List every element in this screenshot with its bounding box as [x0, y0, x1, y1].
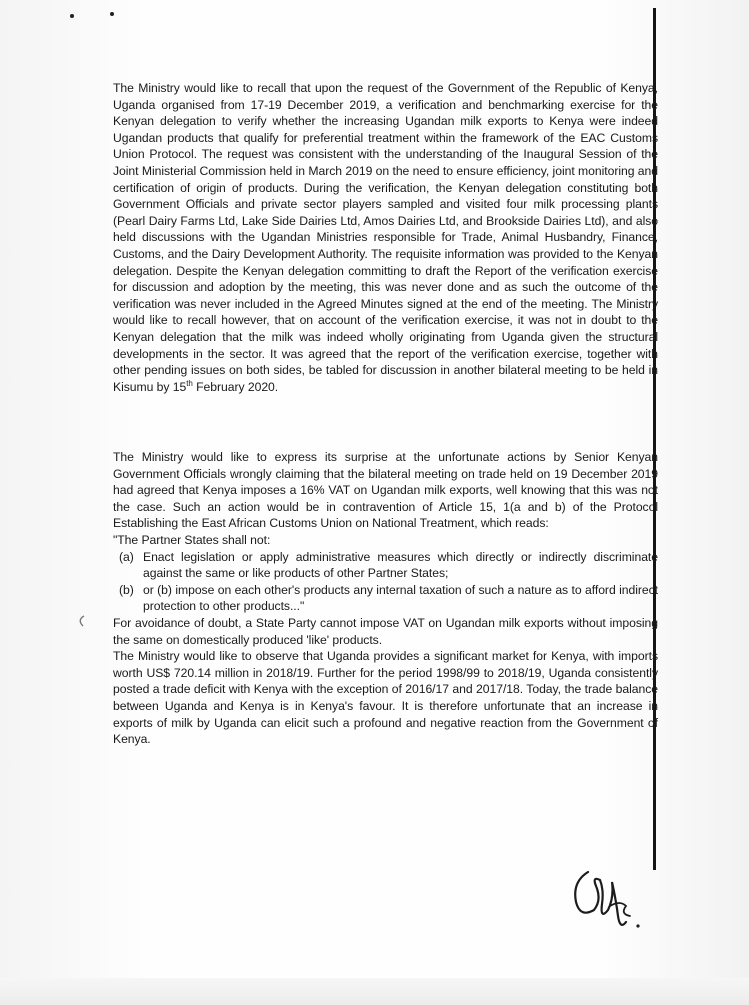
- item-a-text: Enact legislation or apply administrative measures which directly or indirectly discriminate against the same or like products of other Partner States;: [143, 549, 658, 581]
- paragraph-vat-claim: The Ministry would like to express its surprise at the unfortunate actions by Senior Kenyan Government Officials wrongly claiming that the bilateral meeting on trade held on 19 December 2019 had agreed that Kenya imposes a 16% VAT on Ugandan milk exports, well knowing that this was not the case. Such an action would be in contravention of Article 15, 1(a and b) of the Protocol Establishing the East African Customs Union on National Treatment, which reads:: [113, 450, 658, 531]
- item-b-marker: (b): [119, 582, 134, 597]
- paragraph-trade-balance: The Ministry would like to observe that Uganda provides a significant market for Kenya, with imports worth US$ 720.14 million in 2018/19. Further for the period 1998/99 to 2018/19, Uganda consistently posted a trade deficit with Kenya with the exception of 2016/17 and 2017/18. Today, the trade balance between Uganda and Kenya is in Kenya's favour. It is therefore unfortunate that an increase in exports of milk by Uganda can elicit such a profound and negative reaction from the Government of Kenya.: [113, 649, 658, 747]
- paragraph-verification: [113, 80, 658, 435]
- handwritten-signature: [560, 860, 650, 940]
- scan-speck: [70, 14, 74, 18]
- scan-bottom-edge: [0, 978, 749, 1005]
- quote-intro: "The Partner States shall not:: [113, 532, 271, 547]
- quote-item-b: [113, 582, 658, 615]
- paragraph-verification-end: February 2020.: [192, 379, 279, 394]
- item-a-marker: (a): [119, 549, 134, 564]
- paragraph-verification-text: The Ministry would like to recall that upon the request of the Government of the Republic of Kenya, Uganda organised from 17-19 December 2019, a verification and benchmarking exercise for the Kenyan delegation to verify whether the increasing Ugandan milk exports to Kenya were indeed Ugandan products that qualify for preferential treatment within the framework of the EAC Customs Union Protocol. The request was consistent with the understanding of the Inaugural Session of the Joint Ministerial Commission held in March 2019 on the need to ensure efficiency, joint monitoring and certification of origin of products. During the verification, the Kenyan delegation constituting both Government Officials and private sector players sampled and visited four milk processing plants (Pearl Dairy Farms Ltd, Lake Side Dairies Ltd, Amos Dairies Ltd, and Brookside Dairies Ltd), and also held discussions with the Ugandan Ministries responsible for Trade, Animal Husbandry, Finance, Customs, and the Dairy Development Authority. The requisite information was provided to the Kenyan delegation. Despite the Kenyan delegation committing to draft the Report of the verification exercise for discussion and adoption by the meeting, this was never done and as such the outcome of the verification was never included in the Agreed Minutes signed at the end of the meeting. The Ministry would like to recall however, that on account of the verification exercise, it was not in doubt to the Kenyan delegation that the milk was indeed wholly originating from Uganda given the structural developments in the sector. It was agreed that the report of the verification exercise, together with other pending issues on both sides, be tabled for discussion in another bilateral meeting to be held in Kisumu by 15: [113, 81, 658, 394]
- ordinal-suffix: th: [186, 378, 193, 388]
- margin-mark: [74, 614, 86, 628]
- item-b-text: or (b) impose on each other's products any internal taxation of such a nature as to afford indirect protection to other products...": [143, 582, 658, 614]
- scan-speck: [110, 12, 114, 16]
- letter-body: [113, 80, 658, 748]
- paragraph-avoidance-of-doubt: For avoidance of doubt, a State Party cannot impose VAT on Ugandan milk exports without imposing the same on domestically produced 'like' products.: [113, 615, 658, 647]
- quote-item-a: [113, 549, 658, 582]
